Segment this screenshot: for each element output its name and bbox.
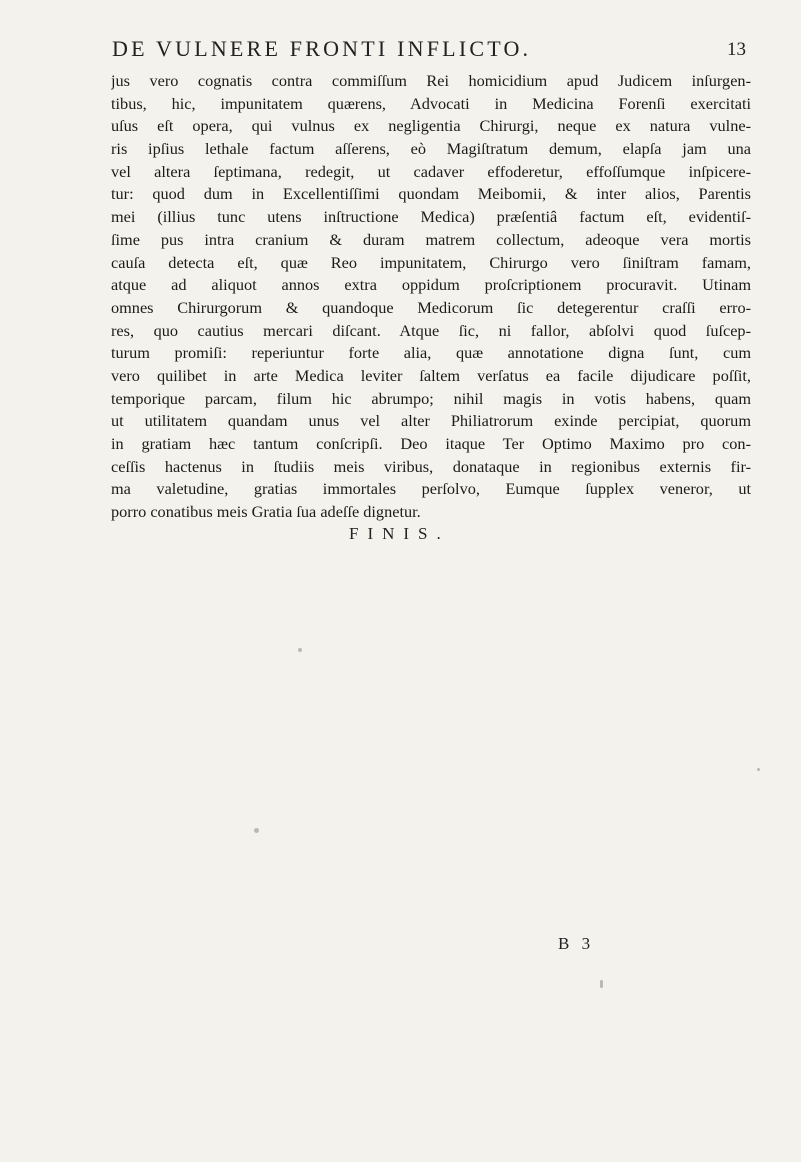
text-line: cauſa detecta eſt, quæ Reo impunitatem, Chirurgo vero ſiniſtram famam,	[111, 252, 751, 272]
paper-speck	[600, 980, 603, 988]
finis-heading: FINIS.	[349, 524, 450, 543]
text-line: ceſſis hactenus in ſtudiis meis viribus, donataque in regionibus externis fir-	[111, 456, 751, 476]
text-line: mei (illius tunc utens inſtructione Medica) præſentiâ factum eſt, evidentiſ-	[111, 207, 751, 227]
running-head: DE VULNERE FRONTI INFLICTO.	[112, 36, 532, 61]
text-line: vel altera ſeptimana, redegit, ut cadaver effoderetur, effoſſumque inſpicere-	[111, 161, 751, 181]
signature-mark: B 3	[558, 934, 595, 953]
text-line: tur: quod dum in Excellentiſſimi quondam Meibomii, & inter alios, Parentis	[111, 184, 751, 204]
text-line: tibus, hic, impunitatem quærens, Advocati in Medicina Forenſi exercitati	[111, 93, 751, 113]
text-line: vero quilibet in arte Medica leviter ſaltem verſatus ea facile dijudicare poſſit,	[111, 365, 751, 385]
text-line: ma valetudine, gratias immortales perſolvo, Eumque ſupplex veneror, ut	[111, 479, 751, 499]
text-line: ris ipſius lethale factum aſſerens, eò Magiſtratum demum, elapſa jam una	[111, 139, 751, 159]
text-line: temporique parcam, filum hic abrumpo; nihil magis in votis habens, quam	[111, 388, 751, 408]
paper-speck	[298, 648, 302, 652]
text-line: porro conatibus meis Gratia ſua adeſſe dignetur.	[111, 502, 421, 522]
text-line: in gratiam hæc tantum conſcripſi. Deo itaque Ter Optimo Maximo pro con-	[111, 434, 751, 453]
text-line: ſime pus intra cranium & duram matrem collectum, adeoque vera mortis	[111, 229, 751, 249]
page-number: 13	[727, 39, 746, 60]
text-line: turum promiſi: reperiuntur forte alia, quæ annotatione digna ſunt, cum	[111, 343, 751, 363]
paper-speck	[757, 768, 760, 771]
text-line: ut utilitatem quandam unus vel alter Philiatrorum exinde percipiat, quorum	[111, 411, 751, 431]
text-line: uſus eſt opera, qui vulnus ex negligentia Chirurgi, neque ex natura vulne-	[111, 116, 751, 136]
text-line: atque ad aliquot annos extra oppidum proſcriptionem procuravit. Utinam	[111, 275, 751, 295]
paper-speck	[254, 828, 259, 833]
text-line: jus vero cognatis contra commiſſum Rei homicidium apud Judicem inſurgen-	[111, 71, 751, 90]
body-text	[111, 70, 751, 524]
text-line: omnes Chirurgorum & quandoque Medicorum ſic detegerentur craſſi erro-	[111, 297, 751, 317]
text-line: res, quo cautius mercari diſcant. Atque ſic, ni fallor, abſolvi quod ſuſcep-	[111, 320, 751, 340]
